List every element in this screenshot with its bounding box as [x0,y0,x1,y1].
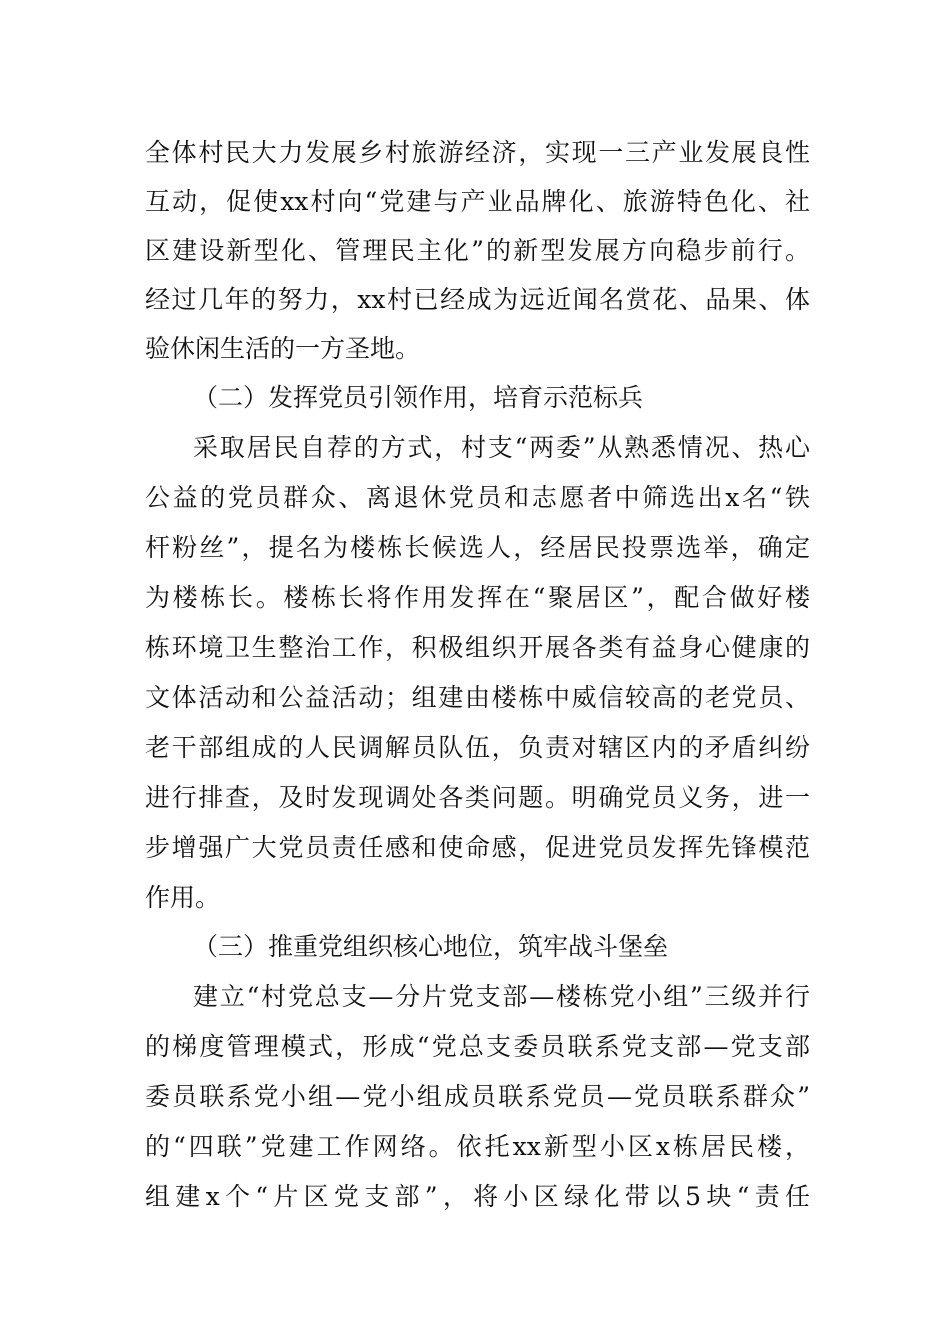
paragraph-line: 老干部组成的人民调解员队伍，负责对辖区内的矛盾纠纷 [145,733,810,762]
paragraph-line: 建立“村党总支—分片党支部—楼栋党小组”三级并行 [193,982,810,1011]
paragraph-line: 文体活动和公益活动；组建由楼栋中威信较高的老党员、 [145,683,810,712]
paragraph-line: 采取居民自荐的方式，村支“两委”从熟悉情况、热心 [193,433,810,462]
paragraph-line: 的“四联”党建工作网络。依托xx新型小区x栋居民楼， [145,1132,810,1161]
paragraph-line: 全体村民大力发展乡村旅游经济，实现一三产业发展良性 [145,138,810,167]
paragraph-line: 栋环境卫生整治工作，积极组织开展各类有益身心健康的 [145,633,810,662]
paragraph-line: 步增强广大党员责任感和使命感，促进党员发挥先锋模范 [145,833,810,862]
paragraph-line: 委员联系党小组—党小组成员联系党员—党员联系群众” [145,1082,810,1111]
paragraph-line: 组建x个“片区党支部”，将小区绿化带以5块“责任 [145,1182,810,1211]
paragraph-line: 互动，促使xx村向“党建与产业品牌化、旅游特色化、社 [145,187,810,216]
paragraph-line: 作用。 [145,883,221,912]
paragraph-line: 进行排查，及时发现调处各类问题。明确党员义务，进一 [145,783,810,812]
paragraph-line: 公益的党员群众、离退休党员和志愿者中筛选出x名“铁 [145,483,810,512]
paragraph-line: 验休闲生活的一方圣地。 [145,334,421,363]
paragraph-line: 区建设新型化、管理民主化”的新型发展方向稳步前行。 [145,236,810,265]
paragraph-line: 经过几年的努力，xx村已经成为远近闻名赏花、品果、体 [145,285,810,314]
paragraph-line: 为楼栋长。楼栋长将作用发挥在“聚居区”，配合做好楼 [145,583,810,612]
section-heading: （三）推重党组织核心地位，筑牢战斗堡垒 [193,932,669,961]
paragraph-line: 的梯度管理模式，形成“党总支委员联系党支部—党支部 [145,1032,810,1061]
paragraph-line: 杆粉丝”，提名为楼栋长候选人，经居民投票选举，确定 [145,533,810,562]
section-heading: （二）发挥党员引领作用，培育示范标兵 [193,383,644,412]
